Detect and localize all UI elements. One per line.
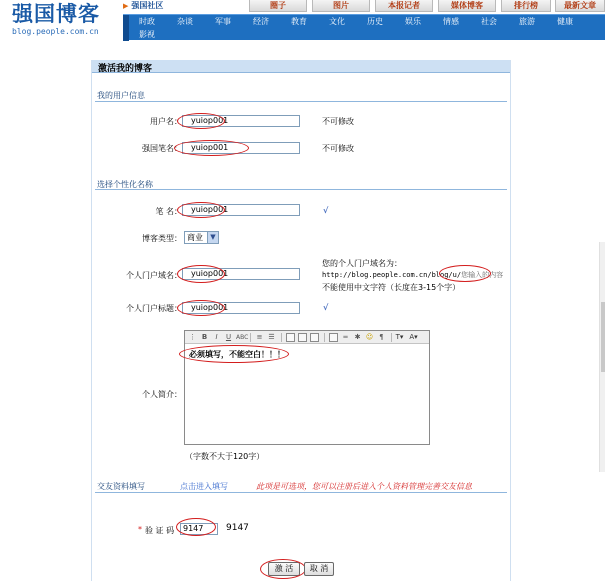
background-color-icon[interactable]: A▾	[409, 333, 418, 341]
intro-label: 个人简介：	[142, 390, 182, 399]
scrollbar-thumb[interactable]	[601, 302, 605, 372]
nickname-note: 不可修改	[322, 144, 354, 153]
cancel-button[interactable]: 取 消	[304, 562, 334, 576]
username-note: 不可修改	[322, 117, 354, 126]
friends-note: 此项是可选项，您可以注册后进入个人资料管理完善交友信息	[256, 482, 472, 491]
unordered-list-icon[interactable]: ☰	[268, 333, 275, 341]
category-health[interactable]: 健康	[557, 17, 573, 26]
penname-field[interactable]: yuiop001	[182, 204, 300, 216]
penname-check-icon: √	[323, 206, 329, 215]
category-education[interactable]: 教育	[291, 17, 307, 26]
intro-limit: （字数不大于120字）	[185, 452, 265, 461]
top-link-reporters[interactable]: 本报记者	[375, 0, 433, 12]
image-icon[interactable]	[310, 333, 319, 342]
nickname-field[interactable]: yuiop001	[182, 142, 300, 154]
page-scrollbar[interactable]	[599, 242, 605, 472]
blogtype-label: 博客类型：	[142, 234, 182, 243]
toolbar-separator	[250, 333, 251, 342]
category-society[interactable]: 社会	[481, 17, 497, 26]
logo-title: 强国博客	[12, 1, 100, 26]
format-icon[interactable]: ¶	[379, 333, 384, 341]
horizontal-rule-icon[interactable]: ═	[343, 333, 348, 341]
activation-panel	[91, 60, 511, 581]
chevron-down-icon: ▼	[207, 232, 218, 243]
domain-field[interactable]: yuiop001	[182, 268, 300, 280]
activate-button[interactable]: 激 活	[268, 562, 300, 576]
category-politics[interactable]: 时政	[139, 17, 155, 26]
category-culture[interactable]: 文化	[329, 17, 345, 26]
smiley-icon[interactable]: ☺	[365, 333, 374, 341]
top-link-photos[interactable]: 图片	[312, 0, 370, 12]
portal-title-check-icon: √	[323, 303, 329, 312]
category-history[interactable]: 历史	[367, 17, 383, 26]
section-divider	[95, 492, 507, 493]
editor-toolbar	[185, 331, 429, 344]
special-char-icon[interactable]: ✱	[354, 333, 361, 341]
intro-text: 必须填写，不能空白！！！	[189, 350, 285, 359]
penname-label: 笔 名：	[155, 207, 182, 216]
triangle-icon: ▶	[123, 2, 129, 10]
username-field[interactable]: yuiop001	[182, 115, 300, 127]
logo-url: blog.people.com.cn	[12, 27, 99, 36]
site-logo[interactable]	[12, 2, 112, 37]
portal-title-label: 个人门户标题：	[126, 304, 182, 313]
link-icon[interactable]	[298, 333, 307, 342]
domain-hint-url: http://blog.people.com.cn/blog/u/您输入的内容	[322, 271, 504, 279]
domain-label: 个人门户域名：	[126, 271, 182, 280]
community-link[interactable]: ▶ 强国社区	[123, 1, 164, 10]
intro-editor[interactable]	[184, 330, 430, 445]
italic-icon[interactable]: I	[215, 333, 218, 341]
domain-hint-title: 您的个人门户域名为：	[322, 259, 402, 268]
captcha-image: 9147	[226, 523, 249, 533]
required-star: *	[138, 525, 142, 534]
nickname-label: 强国笔名：	[142, 144, 182, 153]
category-emotion[interactable]: 情感	[443, 17, 459, 26]
section-friends: 交友资料填写	[97, 482, 145, 491]
category-bar-accent	[123, 15, 129, 41]
category-bar	[123, 14, 605, 40]
paste-icon[interactable]	[286, 333, 295, 342]
toolbar-separator	[324, 333, 325, 342]
blogtype-select[interactable]: 商业 ▼	[184, 231, 219, 244]
panel-header	[92, 60, 510, 73]
category-military[interactable]: 军事	[215, 17, 231, 26]
domain-hint-rule: 不能使用中文字符（长度在3-15个字）	[322, 283, 461, 292]
toolbar-separator	[281, 333, 282, 342]
underline-icon[interactable]: U	[225, 333, 232, 341]
category-economy[interactable]: 经济	[253, 17, 269, 26]
section-divider	[95, 101, 507, 102]
ordered-list-icon[interactable]: ≡	[256, 333, 263, 341]
top-nav	[123, 0, 605, 13]
top-link-circles[interactable]: 圈子	[249, 0, 307, 12]
category-travel[interactable]: 旅游	[519, 17, 535, 26]
table-icon[interactable]	[329, 333, 338, 342]
portal-title-field[interactable]: yuiop001	[182, 302, 300, 314]
section-personalization: 选择个性化名称	[97, 180, 153, 189]
section-user-info: 我的用户信息	[97, 91, 145, 100]
top-link-media-blogs[interactable]: 媒体博客	[438, 0, 496, 12]
category-misc[interactable]: 杂谈	[177, 17, 193, 26]
panel-title: 激活我的博客	[98, 64, 153, 74]
category-entertainment[interactable]: 娱乐	[405, 17, 421, 26]
captcha-field[interactable]: 9147	[180, 523, 218, 535]
top-link-rankings[interactable]: 排行榜	[501, 0, 551, 12]
toolbar-separator	[391, 333, 392, 342]
section-divider	[95, 189, 507, 190]
strikethrough-icon[interactable]: ABC	[236, 334, 249, 341]
text-color-icon[interactable]: T▾	[395, 333, 404, 341]
toolbar-grip-icon: ⋮	[189, 333, 196, 341]
friends-link[interactable]: 点击进入填写	[180, 482, 228, 491]
bold-icon[interactable]: B	[201, 333, 208, 341]
captcha-label: 验 证 码	[145, 526, 175, 535]
top-link-latest[interactable]: 最新文章	[555, 0, 605, 12]
username-label: 用户名：	[150, 117, 182, 126]
category-film[interactable]: 影视	[139, 30, 155, 39]
